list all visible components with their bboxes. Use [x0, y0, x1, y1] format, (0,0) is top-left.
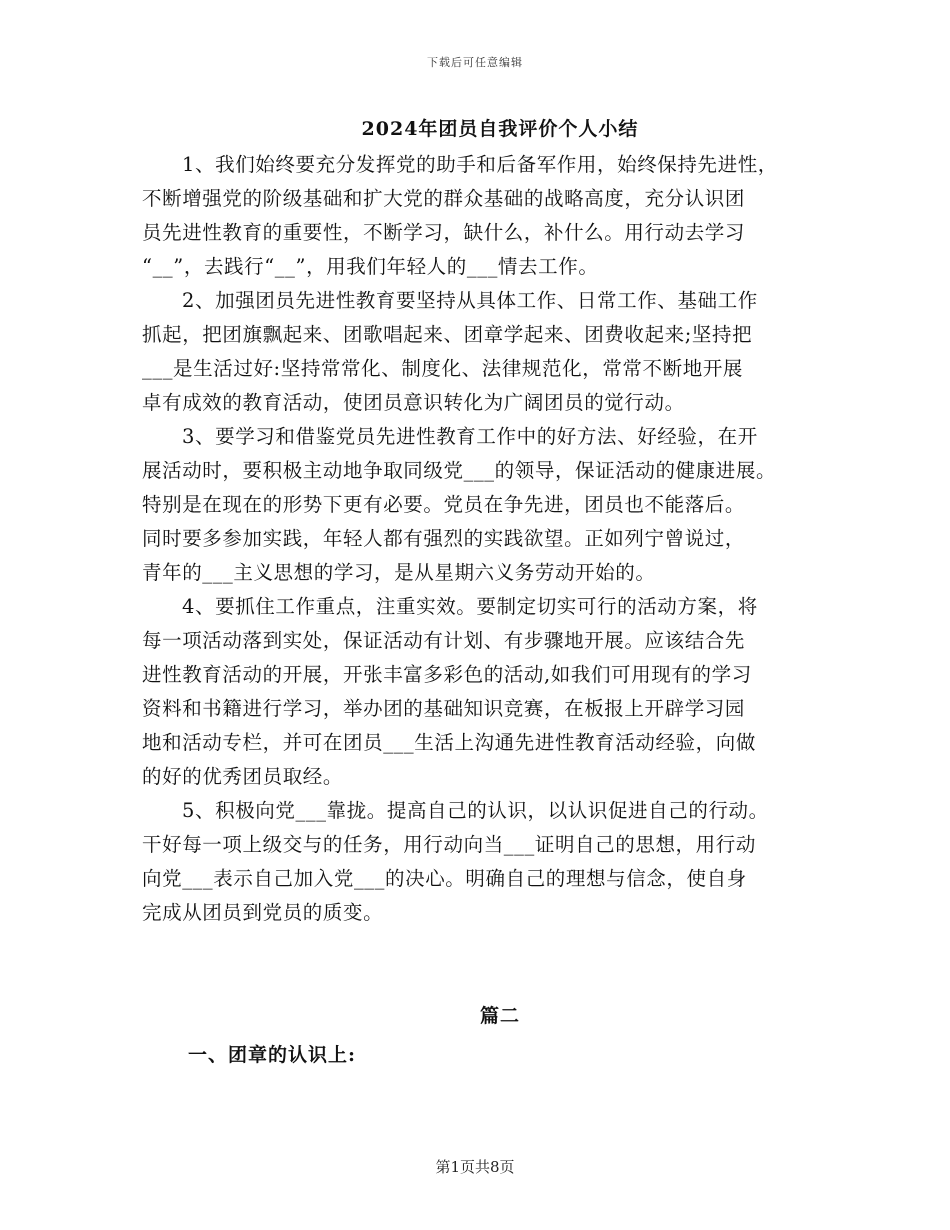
paragraph-line: 特别是在现在的形势下更有必要。党员在争先进，团员也不能落后。 [142, 493, 746, 516]
paragraph-line: ___是生活过好:坚持常常化、制度化、法律规范化，常常不断地开展 [142, 357, 744, 380]
paragraph-line: 2、加强团员先进性教育要坚持从具体工作、日常工作、基础工作 [182, 289, 758, 312]
paragraph-line: 向党___表示自己加入党___的决心。明确自己的理想与信念，使自身 [142, 867, 747, 890]
paragraph-line: 同时要多参加实践，年轻人都有强烈的实践欲望。正如列宁曾说过， [142, 527, 746, 550]
paragraph-line: 资料和书籍进行学习，举办团的基础知识竞赛，在板报上开辟学习园 [142, 697, 746, 720]
paragraph-line: 1、我们始终要充分发挥党的助手和后备军作用，始终保持先进性， [182, 153, 778, 176]
paragraph-line: 每一项活动落到实处，保证活动有计划、有步骤地开展。应该结合先 [142, 629, 746, 652]
paragraph-line: 完成从团员到党员的质变。 [142, 901, 384, 924]
paragraph-line: 卓有成效的教育活动，使团员意识转化为广阔团员的觉行动。 [142, 391, 685, 414]
paragraph-line: 5、积极向党___靠拢。提高自己的认识，以认识促进自己的行动。 [182, 799, 769, 822]
page-number-footer: 第1页共8页 [435, 1158, 515, 1176]
paragraph-line: 地和活动专栏，并可在团员___生活上沟通先进性教育活动经验，向做 [142, 731, 756, 754]
paragraph-4 [142, 590, 814, 794]
paragraph-line: 抓起，把团旗飘起来、团歌唱起来、团章学起来、团费收起来;坚持把 [142, 323, 753, 346]
sub-heading: 一、团章的认识上: [188, 1044, 357, 1066]
paragraph-line: 青年的___主义思想的学习，是从星期六义务劳动开始的。 [142, 561, 656, 584]
paragraph-line: 员先进性教育的重要性，不断学习，缺什么，补什么。用行动去学习 [142, 221, 746, 244]
paragraph-5 [142, 794, 814, 930]
paragraph-1 [142, 148, 814, 284]
paragraph-line: 不断增强党的阶级基础和扩大党的群众基础的战略高度，充分认识团 [142, 187, 746, 210]
paragraph-line: “__”，去践行“__”，用我们年轻人的___情去工作。 [142, 255, 599, 278]
paragraph-line: 干好每一项上级交与的任务，用行动向当___证明自己的思想，用行动 [142, 833, 756, 856]
paragraph-line: 3、要学习和借鉴党员先进性教育工作中的好方法、好经验，在开 [182, 425, 758, 448]
section-title: 篇二 [479, 1005, 520, 1027]
paragraph-3 [142, 420, 814, 590]
paragraph-line: 4、要抓住工作重点，注重实效。要制定切实可行的活动方案，将 [182, 595, 758, 618]
paragraph-line: 进性教育活动的开展，开张丰富多彩色的活动,如我们可用现有的学习 [142, 663, 752, 686]
document-title: 2024年团员自我评价个人小结 [361, 118, 639, 140]
paragraph-line: 展活动时，要积极主动地争取同级党___的领导，保证活动的健康进展。 [142, 459, 777, 482]
paragraph-line: 的好的优秀团员取经。 [142, 765, 344, 788]
page-header-note: 下载后可任意编辑 [427, 56, 523, 69]
document-body [142, 148, 814, 930]
paragraph-2 [142, 284, 814, 420]
